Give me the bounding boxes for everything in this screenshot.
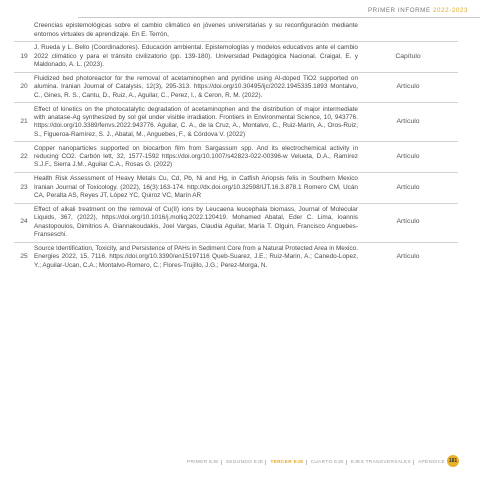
footer-navigation <box>185 460 447 465</box>
references-table <box>14 20 458 272</box>
reference-type: Capítulo <box>358 42 458 73</box>
reference-text: Creencias epistemológicas sobre el cambio climático en jóvenes universitarias y su reconfiguración mediante entornos virtuales de aprendizaje. En E. Terrón, <box>34 20 358 42</box>
reference-type: Artículo <box>358 203 458 242</box>
reference-number: 22 <box>14 142 34 173</box>
report-year: 2022-2023 <box>433 7 468 14</box>
reference-row <box>14 20 458 42</box>
reference-type: Artículo <box>358 142 458 173</box>
reference-type: Artículo <box>358 103 458 142</box>
header-divider <box>78 17 480 18</box>
reference-row <box>14 72 458 103</box>
footer-nav-item[interactable]: SEGUNDO EJE <box>224 460 267 465</box>
footer-nav-item[interactable]: TERCER EJE <box>268 460 306 465</box>
page-header <box>368 7 468 14</box>
page-number-badge: 181 <box>447 455 459 467</box>
footer-nav-item[interactable]: CUARTO EJE <box>309 460 347 465</box>
reference-number: 25 <box>20 253 28 261</box>
reference-text: Copper nanoparticles supported on biocarbon film from Sargassum spp. And its electrochemical activity in reducing CO2. Carbón lett, 32, 1577-1592 https://doi.org/10.1007/s42823-022-00396-w Velueta, D.A., Ramírez S.J.F., Sierra J.M., Aguilar C.A., Rosas G. (2022) <box>34 142 358 173</box>
reference-number: 19 <box>14 42 34 73</box>
reference-text: Effect of kinetics on the photocatalytic degradation of acetaminophen and the distribution of major intermediate with anatase-Ag synthesized by sol gel under visible irradiation. Frontiers in Environmental Science, 10, 943776. https://doi.org/10.3389/fenvs.2022.943776. Aguilar, C. A., de la Cruz, A., Montalvo, C., Ruiz-Marín, A., Oros-Ruiz, S., Figueroa-Ramírez, S. J., Abatal, M., Anguebes, F., & Córdova V. (2022) <box>34 103 358 142</box>
reference-type <box>358 20 458 42</box>
reference-number <box>14 20 34 42</box>
reference-number: 23 <box>14 172 34 203</box>
reference-text: J. Rueda y L. Bello (Coordinadores). Educación ambiental. Epistemologías y modelos educativos ante el cambio 2022 climático y para el tránsito civilizatorio (pp. 139-180). Universidad Pedagógica Nacional. Craigal, E. y Maldonado, A. L. (2023). <box>34 42 358 73</box>
footer-nav-item[interactable]: PRIMER EJE <box>185 460 222 465</box>
footer-nav-item[interactable]: APÉNDICE <box>418 460 445 465</box>
reference-row <box>14 42 458 73</box>
reference-text: Health Risk Assessment of Heavy Metals Cu, Cd, Pb, Ni and Hg, in Catfish Ariopsis felis in Southern Mexico Iranian Journal of Toxicology. (2022), 16(3):163-174. http://dx.doi.org/10.32598/IJT.16.3.878.1 Romero CM, Ucán CA, Peralta AS, Reyes JT, López YC, Quiroz VC, Marín AR <box>34 172 358 203</box>
reference-text: Effect of alkali treatment on the removal of Cu(II) ions by Leucaena leucephala biomass, Journal of Molecular Liquids, 367, (2022), https://doi.org/10.1016/j.molliq.2022.120419. Mohamed Abatal, Eder C. Lima, Ioannis Anastopoulos, Dimitrios A. Giannakoudakis, Joel Vargas, Claudia Aguilar, María T. Olguin, Francisco Anguebes-Franseschi. <box>34 203 358 242</box>
reference-number: 24 <box>14 203 34 242</box>
reference-type: Artículo <box>358 172 458 203</box>
reference-row <box>14 242 458 272</box>
reference-number: 20 <box>14 72 34 103</box>
report-title: PRIMER INFORME <box>367 7 431 14</box>
reference-row <box>14 142 458 173</box>
reference-number: 21 <box>14 103 34 142</box>
reference-text: Source Identification, Toxicity, and Persistence of PAHs in Sediment Core from a Natural Protected Area in Mexico. Energies 2022, 15, 7116. https://doi.org/10.3390/en15197116 Queb-Suarez, J.E.; Ruiz-Marin, A.; Canedo-Lopez, Y.; Aguilar-Ucan, C.A.; Montalvo-Romero, C.; Flores-Trujillo, J.G.; Perez-Morga, N. <box>34 244 358 269</box>
reference-row <box>14 203 458 242</box>
reference-row <box>14 172 458 203</box>
reference-text: Fluidized bed photoreactor for the removal of acetaminophen and pyridine using Al-doped TiO2 supported on alumina. Iranian Journal of Catalysis, 12(3), 295-313. https://doi.org/10.30495/ijc/2022.1945335.1893 Montalvo, C., Gines, R. S., Cantu, D., Ruiz, A., Aguilar, C., Perez, I., & Ceron, R. M. (2022). <box>34 72 358 103</box>
reference-row <box>14 103 458 142</box>
footer-nav-item[interactable]: EJES TRANSVERSALES <box>349 460 414 465</box>
reference-type: Artículo <box>358 72 458 103</box>
reference-type: Artículo <box>396 253 420 261</box>
